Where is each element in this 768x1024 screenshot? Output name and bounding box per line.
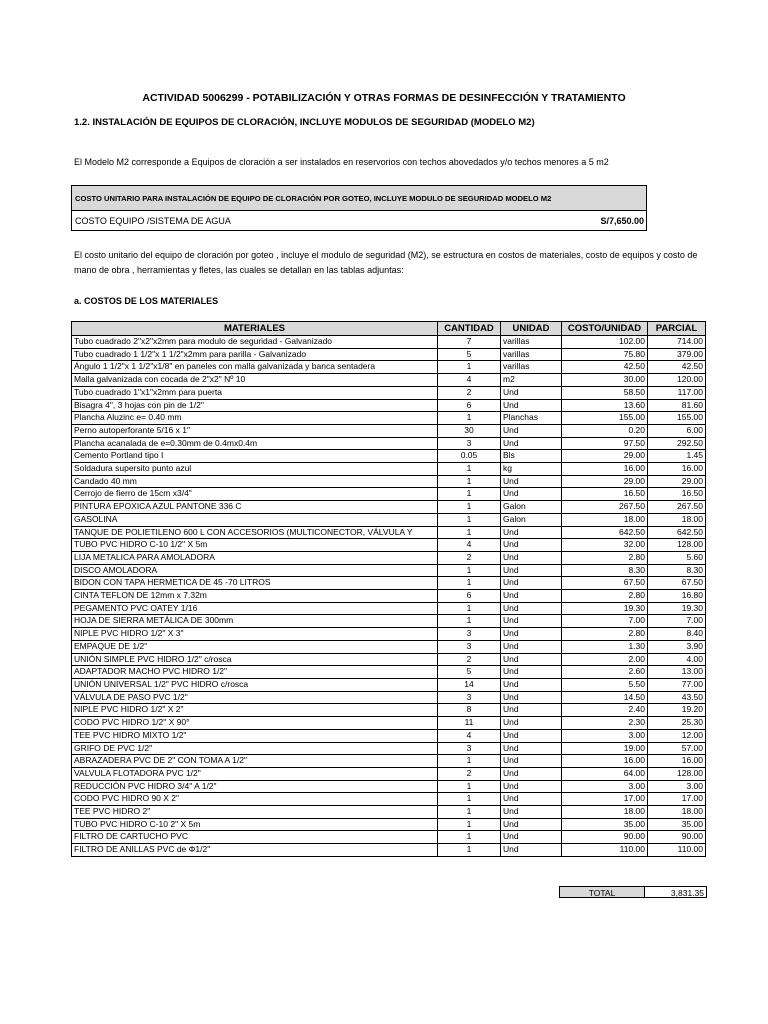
total-value: 3,831.35 [645, 886, 707, 898]
unit-cell: Und [501, 590, 562, 603]
partial-cell: 642.50 [648, 526, 706, 539]
header-parcial: PARCIAL [648, 322, 706, 336]
quantity-cell: 1 [438, 755, 501, 768]
quantity-cell: 4 [438, 374, 501, 387]
material-name-cell: GRIFO DE PVC 1/2" [72, 742, 438, 755]
partial-cell: 5.60 [648, 551, 706, 564]
quantity-cell: 6 [438, 590, 501, 603]
partial-cell: 13.00 [648, 666, 706, 679]
unit-cost-cell: 67.50 [562, 577, 648, 590]
quantity-cell: 14 [438, 678, 501, 691]
material-name-cell: UNIÓN UNIVERSAL 1/2" PVC HIDRO c/rosca [72, 678, 438, 691]
unit-cost-cell: 30.00 [562, 374, 648, 387]
table-row [72, 336, 706, 349]
table-row [72, 424, 706, 437]
material-name-cell: Candado 40 mm [72, 475, 438, 488]
partial-cell: 77.00 [648, 678, 706, 691]
material-name-cell: VALVULA FLOTADORA PVC 1/2" [72, 767, 438, 780]
table-row [72, 628, 706, 641]
material-name-cell: CINTA TEFLON DE 12mm x 7.32m [72, 590, 438, 603]
unit-cell: Und [501, 742, 562, 755]
materials-table [71, 321, 706, 857]
partial-cell: 16.00 [648, 463, 706, 476]
table-row [72, 640, 706, 653]
material-name-cell: TUBO PVC HIDRO C-10 1/2" X 5m [72, 539, 438, 552]
quantity-cell: 4 [438, 539, 501, 552]
header-materiales: MATERIALES [72, 322, 438, 336]
header-cantidad: CANTIDAD [438, 322, 501, 336]
unit-cell: Und [501, 526, 562, 539]
unit-cost-cell: 29.00 [562, 450, 648, 463]
quantity-cell: 1 [438, 475, 501, 488]
table-header-row [72, 322, 706, 336]
partial-cell: 128.00 [648, 539, 706, 552]
partial-cell: 16.50 [648, 488, 706, 501]
material-name-cell: LIJA METALICA PARA AMOLADORA [72, 551, 438, 564]
partial-cell: 57.00 [648, 742, 706, 755]
table-row [72, 501, 706, 514]
table-row [72, 717, 706, 730]
material-name-cell: Tubo cuadrado 1"x1"x2mm para puerta [72, 386, 438, 399]
unit-cost-cell: 2.80 [562, 590, 648, 603]
material-name-cell: Ángulo 1 1/2"x 1 1/2"x1/8" en paneles con malla galvanizada y banca sentadera [72, 361, 438, 374]
unit-cost-cell: 42.50 [562, 361, 648, 374]
material-name-cell: Cerrojo de fierro de 15cm x3/4" [72, 488, 438, 501]
quantity-cell: 2 [438, 767, 501, 780]
table-row [72, 691, 706, 704]
unit-cost-cell: 110.00 [562, 844, 648, 857]
unit-cost-cell: 7.00 [562, 615, 648, 628]
quantity-cell: 1 [438, 488, 501, 501]
unit-cell: Und [501, 628, 562, 641]
partial-cell: 17.00 [648, 793, 706, 806]
unit-cell: Und [501, 793, 562, 806]
intro-text: El Modelo M2 corresponde a Equipos de cloración a ser instalados en reservorios con techos abovedados y/o techos menores a 5 m2 [74, 157, 609, 167]
partial-cell: 267.50 [648, 501, 706, 514]
quantity-cell: 1 [438, 780, 501, 793]
partial-cell: 1.45 [648, 450, 706, 463]
quantity-cell: 1 [438, 513, 501, 526]
unit-cost-cell: 5.50 [562, 678, 648, 691]
table-row [72, 806, 706, 819]
quantity-cell: 6 [438, 399, 501, 412]
quantity-cell: 1 [438, 831, 501, 844]
quantity-cell: 1 [438, 577, 501, 590]
quantity-cell: 5 [438, 666, 501, 679]
material-name-cell: NIPLE PVC HIDRO 1/2" X 3" [72, 628, 438, 641]
quantity-cell: 1 [438, 793, 501, 806]
unit-cell: varillas [501, 361, 562, 374]
material-name-cell: REDUCCIÓN PVC HIDRO 3/4" A 1/2" [72, 780, 438, 793]
unit-cost-cell: 90.00 [562, 831, 648, 844]
material-name-cell: ADAPTADOR MACHO PVC HIDRO 1/2" [72, 666, 438, 679]
quantity-cell: 1 [438, 412, 501, 425]
partial-cell: 8.30 [648, 564, 706, 577]
quantity-cell: 1 [438, 844, 501, 857]
unit-cell: kg [501, 463, 562, 476]
unit-cell: Und [501, 729, 562, 742]
unit-cell: Und [501, 437, 562, 450]
partial-cell: 110.00 [648, 844, 706, 857]
table-row [72, 399, 706, 412]
unit-cell: Und [501, 818, 562, 831]
partial-cell: 3.90 [648, 640, 706, 653]
quantity-cell: 0.05 [438, 450, 501, 463]
unit-cost-cell: 75.80 [562, 348, 648, 361]
quantity-cell: 1 [438, 463, 501, 476]
unit-cost-cell: 19.30 [562, 602, 648, 615]
unit-cost-cell: 13.60 [562, 399, 648, 412]
table-row [72, 780, 706, 793]
partial-cell: 16.00 [648, 755, 706, 768]
material-name-cell: DISCO AMOLADORA [72, 564, 438, 577]
quantity-cell: 3 [438, 437, 501, 450]
unit-cell: Und [501, 424, 562, 437]
table-row [72, 551, 706, 564]
table-row [72, 615, 706, 628]
table-row [72, 755, 706, 768]
unit-cell: Und [501, 399, 562, 412]
table-row [72, 386, 706, 399]
partial-cell: 18.00 [648, 806, 706, 819]
unit-cell: Und [501, 704, 562, 717]
unit-cost-cell: 19.00 [562, 742, 648, 755]
quantity-cell: 1 [438, 564, 501, 577]
unit-cost-cell: 16.50 [562, 488, 648, 501]
partial-cell: 81.60 [648, 399, 706, 412]
partial-cell: 3.00 [648, 780, 706, 793]
table-row [72, 729, 706, 742]
table-row [72, 818, 706, 831]
material-name-cell: GASOLINA [72, 513, 438, 526]
table-row [72, 564, 706, 577]
table-row [72, 374, 706, 387]
unit-cell: Und [501, 615, 562, 628]
quantity-cell: 2 [438, 653, 501, 666]
partial-cell: 25.30 [648, 717, 706, 730]
unit-cell: Und [501, 717, 562, 730]
quantity-cell: 1 [438, 526, 501, 539]
material-name-cell: ABRAZADERA PVC DE 2" CON TOMA A 1/2" [72, 755, 438, 768]
unit-cost-cell: 2.00 [562, 653, 648, 666]
table-row [72, 831, 706, 844]
partial-cell: 8.40 [648, 628, 706, 641]
unit-cell: Und [501, 691, 562, 704]
unit-cell: Und [501, 678, 562, 691]
unit-cell: Und [501, 666, 562, 679]
material-name-cell: TEE PVC HIDRO MIXTO 1/2" [72, 729, 438, 742]
material-name-cell: Plancha Aluzinc e= 0.40 mm [72, 412, 438, 425]
quantity-cell: 4 [438, 729, 501, 742]
material-name-cell: Perno autoperforante 5/16 x 1" [72, 424, 438, 437]
material-name-cell: Tubo cuadrado 1 1/2"x 1 1/2"x2mm para parilla - Galvanizado [72, 348, 438, 361]
quantity-cell: 3 [438, 742, 501, 755]
unit-cost-cell: 2.80 [562, 551, 648, 564]
table-row [72, 767, 706, 780]
total-row [559, 886, 707, 898]
quantity-cell: 5 [438, 348, 501, 361]
table-row [72, 742, 706, 755]
unit-cost-row [72, 212, 646, 230]
partial-cell: 16.80 [648, 590, 706, 603]
table-row [72, 666, 706, 679]
table-row [72, 348, 706, 361]
unit-cell: Planchas [501, 412, 562, 425]
total-label: TOTAL [559, 886, 645, 898]
unit-cell: Und [501, 780, 562, 793]
partial-cell: 19.30 [648, 602, 706, 615]
materials-section-title: a. COSTOS DE LOS MATERIALES [74, 296, 219, 306]
unit-cost-cell: 2.80 [562, 628, 648, 641]
partial-cell: 90.00 [648, 831, 706, 844]
quantity-cell: 1 [438, 806, 501, 819]
table-row [72, 475, 706, 488]
partial-cell: 42.50 [648, 361, 706, 374]
unit-cost-header: COSTO UNITARIO PARA INSTALACIÓN DE EQUIPO DE CLORACIÓN POR GOTEO, INCLUYE MODULO DE SEGURIDAD MODELO M2 [72, 186, 646, 211]
partial-cell: 117.00 [648, 386, 706, 399]
unit-cost-cell: 3.00 [562, 780, 648, 793]
unit-cost-cell: 8.30 [562, 564, 648, 577]
unit-cost-cell: 14.50 [562, 691, 648, 704]
quantity-cell: 1 [438, 361, 501, 374]
material-name-cell: EMPAQUE DE 1/2" [72, 640, 438, 653]
quantity-cell: 30 [438, 424, 501, 437]
material-name-cell: VÁLVULA DE PASO PVC 1/2" [72, 691, 438, 704]
material-name-cell: CODO PVC HIDRO 1/2" X 90° [72, 717, 438, 730]
table-row [72, 577, 706, 590]
unit-cell: varillas [501, 348, 562, 361]
header-unidad: UNIDAD [501, 322, 562, 336]
quantity-cell: 3 [438, 691, 501, 704]
partial-cell: 19.20 [648, 704, 706, 717]
partial-cell: 12.00 [648, 729, 706, 742]
unit-cost-cell: 18.00 [562, 806, 648, 819]
table-row [72, 653, 706, 666]
unit-cell: varillas [501, 336, 562, 349]
material-name-cell: FILTRO DE ANILLAS PVC de Φ1/2" [72, 844, 438, 857]
unit-cell: Und [501, 539, 562, 552]
quantity-cell: 8 [438, 704, 501, 717]
partial-cell: 292.50 [648, 437, 706, 450]
material-name-cell: HOJA DE SIERRA METÁLICA DE 300mm [72, 615, 438, 628]
materials-table-body [72, 336, 706, 857]
unit-cost-cell: 2.60 [562, 666, 648, 679]
material-name-cell: TUBO PVC HIDRO C-10 2" X 5m [72, 818, 438, 831]
material-name-cell: Plancha acanalada de e=0.30mm de 0.4mx0.4m [72, 437, 438, 450]
unit-cell: Bls [501, 450, 562, 463]
partial-cell: 379.00 [648, 348, 706, 361]
partial-cell: 7.00 [648, 615, 706, 628]
material-name-cell: Malla galvanizada con cocada de 2"x2" Nº 10 [72, 374, 438, 387]
unit-cell: Galon [501, 501, 562, 514]
partial-cell: 18.00 [648, 513, 706, 526]
unit-cost-cell: 97.50 [562, 437, 648, 450]
unit-cost-cell: 2.40 [562, 704, 648, 717]
quantity-cell: 1 [438, 602, 501, 615]
partial-cell: 714.00 [648, 336, 706, 349]
table-row [72, 678, 706, 691]
table-row [72, 590, 706, 603]
table-row [72, 437, 706, 450]
unit-cost-cell: 267.50 [562, 501, 648, 514]
partial-cell: 35.00 [648, 818, 706, 831]
unit-cell: Und [501, 577, 562, 590]
unit-cost-cell: 2.30 [562, 717, 648, 730]
table-row [72, 513, 706, 526]
partial-cell: 29.00 [648, 475, 706, 488]
unit-cost-cell: 16.00 [562, 755, 648, 768]
table-row [72, 488, 706, 501]
unit-cost-label: COSTO EQUIPO /SISTEMA DE AGUA [75, 216, 231, 226]
material-name-cell: CODO PVC HIDRO 90 X 2" [72, 793, 438, 806]
material-name-cell: Soldadura supersito punto azul [72, 463, 438, 476]
unit-cell: Und [501, 488, 562, 501]
unit-cost-cell: 3.00 [562, 729, 648, 742]
unit-cell: m2 [501, 374, 562, 387]
partial-cell: 67.50 [648, 577, 706, 590]
unit-cost-cell: 0.20 [562, 424, 648, 437]
table-row [72, 539, 706, 552]
unit-cost-cell: 58.50 [562, 386, 648, 399]
material-name-cell: NIPLE PVC HIDRO 1/2" X 2" [72, 704, 438, 717]
unit-cost-cell: 1.30 [562, 640, 648, 653]
material-name-cell: Tubo cuadrado 2"x2"x2mm para modulo de seguridad - Galvanizado [72, 336, 438, 349]
quantity-cell: 3 [438, 628, 501, 641]
material-name-cell: Bisagra 4", 3 hojas con pin de 1/2" [72, 399, 438, 412]
quantity-cell: 1 [438, 818, 501, 831]
unit-cell: Galon [501, 513, 562, 526]
unit-cost-value: S/7,650.00 [600, 216, 644, 226]
unit-cost-box [71, 185, 647, 231]
table-row [72, 793, 706, 806]
unit-cell: Und [501, 653, 562, 666]
material-name-cell: PEGAMENTO PVC OATEY 1/16 [72, 602, 438, 615]
quantity-cell: 7 [438, 336, 501, 349]
unit-cell: Und [501, 831, 562, 844]
unit-cost-cell: 102.00 [562, 336, 648, 349]
unit-cost-cell: 18.00 [562, 513, 648, 526]
material-name-cell: UNIÓN SIMPLE PVC HIDRO 1/2" c/rosca [72, 653, 438, 666]
unit-cost-cell: 32.00 [562, 539, 648, 552]
unit-cell: Und [501, 767, 562, 780]
unit-cost-cell: 155.00 [562, 412, 648, 425]
quantity-cell: 3 [438, 640, 501, 653]
table-row [72, 450, 706, 463]
unit-cell: Und [501, 564, 562, 577]
quantity-cell: 1 [438, 501, 501, 514]
quantity-cell: 1 [438, 615, 501, 628]
unit-cost-cell: 642.50 [562, 526, 648, 539]
material-name-cell: BIDON CON TAPA HERMETICA DE 45 -70 LITROS [72, 577, 438, 590]
unit-cell: Und [501, 755, 562, 768]
header-costo-unidad: COSTO/UNIDAD [562, 322, 648, 336]
unit-cell: Und [501, 551, 562, 564]
unit-cost-cell: 35.00 [562, 818, 648, 831]
table-row [72, 412, 706, 425]
unit-cell: Und [501, 475, 562, 488]
unit-cost-cell: 16.00 [562, 463, 648, 476]
table-row [72, 361, 706, 374]
table-row [72, 526, 706, 539]
table-row [72, 463, 706, 476]
partial-cell: 128.00 [648, 767, 706, 780]
material-name-cell: TEE PVC HIDRO 2" [72, 806, 438, 819]
table-row [72, 602, 706, 615]
partial-cell: 6.00 [648, 424, 706, 437]
quantity-cell: 2 [438, 551, 501, 564]
partial-cell: 4.00 [648, 653, 706, 666]
material-name-cell: FILTRO DE CARTUCHO PVC [72, 831, 438, 844]
partial-cell: 120.00 [648, 374, 706, 387]
quantity-cell: 11 [438, 717, 501, 730]
description-paragraph: El costo unitario del equipo de cloración por goteo , incluye el modulo de seguridad (M2), se estructura en costos de materiales, costo de equipos y costo de mano de obra , herramientas y fletes, las cuales se detallan en las tablas adjuntas: [74, 250, 698, 275]
material-name-cell: TANQUE DE POLIETILENO 600 L CON ACCESORIOS (MULTICONECTOR, VÁLVULA Y [72, 526, 438, 539]
table-row [72, 844, 706, 857]
material-name-cell: PINTURA EPOXICA AZUL PANTONE 336 C [72, 501, 438, 514]
unit-cell: Und [501, 640, 562, 653]
document-title: ACTIVIDAD 5006299 - POTABILIZACIÓN Y OTRAS FORMAS DE DESINFECCIÓN Y TRATAMIENTO [142, 92, 626, 104]
unit-cell: Und [501, 386, 562, 399]
section-subtitle: 1.2. INSTALACIÓN DE EQUIPOS DE CLORACIÓN, INCLUYE MODULOS DE SEGURIDAD (MODELO M2) [74, 117, 535, 128]
unit-cell: Und [501, 806, 562, 819]
partial-cell: 155.00 [648, 412, 706, 425]
unit-cost-cell: 64.00 [562, 767, 648, 780]
material-name-cell: Cemento Portland tipo I [72, 450, 438, 463]
unit-cost-cell: 29.00 [562, 475, 648, 488]
table-row [72, 704, 706, 717]
unit-cell: Und [501, 602, 562, 615]
unit-cost-cell: 17.00 [562, 793, 648, 806]
quantity-cell: 2 [438, 386, 501, 399]
partial-cell: 43.50 [648, 691, 706, 704]
unit-cell: Und [501, 844, 562, 857]
